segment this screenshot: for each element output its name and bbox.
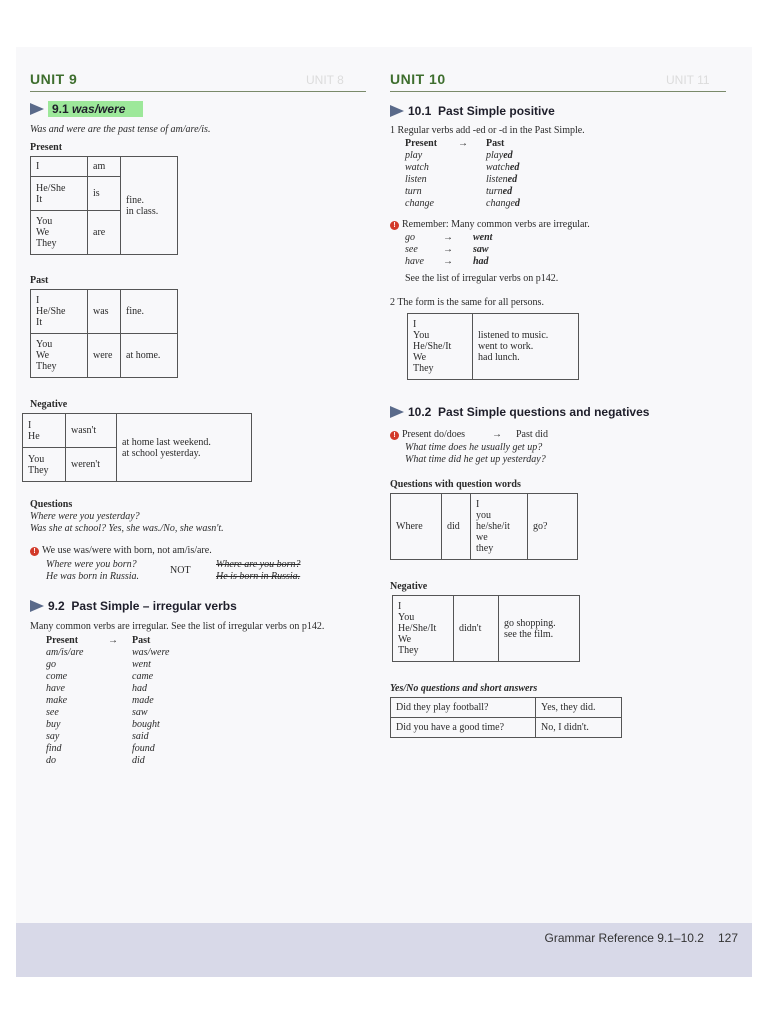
yn-label: Yes/No questions and short answers [390, 683, 538, 694]
yn-question-1: Did they play football? [391, 698, 536, 718]
irregular-present-verb: come [46, 671, 68, 682]
neg10-complement: go shopping. see the film. [499, 596, 580, 662]
negative-10-label: Negative [390, 581, 428, 592]
wrong-example-1: Where are you born? [216, 559, 301, 570]
section-title: was/were [72, 102, 126, 116]
irregular-present-verb: go [46, 659, 56, 670]
regular-present-verb: play [405, 150, 423, 161]
section-9-1-heading [30, 102, 143, 116]
s101-point-1: 1 Regular verbs add -ed or -d in the Past Simple. [390, 125, 585, 136]
irregular-example-past: went [473, 232, 493, 243]
unit-9-title: UNIT 9 [30, 71, 78, 87]
remember-note: ! Remember: Many common verbs are irregular. [390, 219, 590, 231]
example-did: What time did he get up yesterday? [405, 454, 546, 465]
born-example-1: Where were you born? [46, 559, 137, 570]
irregular-example-present: have [405, 256, 424, 267]
irregular-example-arrow: → [443, 256, 453, 267]
irregular-head-past: Past [132, 635, 151, 646]
regular-past-verb: played [486, 150, 513, 161]
yes-no-table [390, 697, 622, 738]
irregular-present-verb: have [46, 683, 65, 694]
regular-head-arrow: → [458, 138, 468, 149]
negative-table [22, 413, 252, 482]
question-word-table [390, 493, 578, 560]
regular-past-verb: turned [486, 186, 513, 197]
regular-head-present: Present [405, 138, 438, 149]
past-label: Past [30, 275, 49, 286]
example-does: What time does he usually get up? [405, 442, 543, 453]
negative-label: Negative [30, 399, 68, 410]
present-subj-1: I [31, 157, 88, 177]
q-did: did [442, 494, 471, 560]
born-example-2: He was born in Russia. [46, 571, 140, 582]
regular-head-past: Past [486, 138, 505, 149]
irregular-present-verb: am/is/are [46, 647, 84, 658]
section-9-2-heading: 9.2 Past Simple – irregular verbs [30, 599, 237, 613]
irregular-past-verb: said [132, 731, 149, 742]
neg-verb-2: weren't [66, 448, 117, 482]
irregular-present-verb: make [46, 695, 68, 706]
page-footer [16, 923, 752, 977]
irregular-example-present: go [405, 232, 415, 243]
s91-intro: Was and were are the past tense of am/are/is. [30, 124, 211, 135]
present-subj-3: You We They [31, 211, 88, 255]
past-subj-1: I He/She It [31, 290, 88, 334]
irregular-example-past: had [473, 256, 489, 267]
present-table [30, 156, 178, 255]
irregular-past-verb: had [132, 683, 147, 694]
irregular-present-verb: see [46, 707, 59, 718]
yn-question-2: Did you have a good time? [391, 718, 536, 738]
past-verb-2: were [88, 334, 121, 378]
negative-10-table [392, 595, 580, 662]
warning-icon: ! [30, 547, 39, 556]
regular-past-verb: watched [486, 162, 520, 173]
wrong-example-2: He is born in Russia. [216, 571, 301, 582]
irregular-present-verb: buy [46, 719, 61, 730]
irregular-example-past: saw [473, 244, 489, 255]
neg-subj-1: I He [23, 414, 66, 448]
neg-complement: at home last weekend. at school yesterday. [117, 414, 252, 482]
q-go: go? [528, 494, 578, 560]
section-10-1-heading: 10.1 Past Simple positive [390, 104, 555, 118]
do-did-arrow: → [492, 429, 502, 440]
page-number: 127 [717, 931, 738, 945]
question-1: Where were you yesterday? [30, 511, 140, 522]
present-complement: fine. in class. [121, 157, 178, 255]
question-2: Was she at school? Yes, she was./No, she wasn't. [30, 523, 224, 534]
neg-subj-2: You They [23, 448, 66, 482]
irregular-present-verb: say [46, 731, 60, 742]
s92-intro: Many common verbs are irregular. See the list of irregular verbs on p142. [30, 621, 325, 632]
do-did-past: Past did [516, 429, 548, 440]
irregular-head-present: Present [46, 635, 79, 646]
s101-point-2: 2 The form is the same for all persons. [390, 297, 544, 308]
past-verb-1: was [88, 290, 121, 334]
past-comp-2: at home. [121, 334, 178, 378]
section-arrow-icon [390, 406, 404, 418]
section-arrow-icon [30, 600, 44, 612]
regular-past-verb: changed [486, 198, 520, 209]
regular-present-verb: turn [405, 186, 422, 197]
irregular-head-arrow: → [108, 635, 118, 646]
unit-9-rule [30, 91, 366, 92]
yn-answer-2: No, I didn't. [536, 718, 622, 738]
irregular-past-verb: saw [132, 707, 148, 718]
irregular-example-present: see [405, 244, 418, 255]
questions-label: Questions [30, 499, 73, 510]
positive-complements: listened to music. went to work. had lunch. [473, 314, 579, 380]
irregular-past-verb: bought [132, 719, 160, 730]
irregular-past-verb: found [132, 743, 155, 754]
unit-10-ghost-text: UNIT 11 [666, 73, 710, 87]
book-page [16, 47, 752, 977]
section-number: 9.1 [52, 102, 69, 116]
footer-label: Grammar Reference 9.1–10.2 [544, 931, 704, 945]
regular-past-verb: listened [486, 174, 518, 185]
irregular-past-verb: went [132, 659, 151, 670]
neg10-verb: didn't [454, 596, 499, 662]
present-subj-2: He/She It [31, 177, 88, 211]
positive-table [407, 313, 579, 380]
regular-present-verb: change [405, 198, 434, 209]
section-arrow-icon [30, 103, 44, 115]
past-subj-2: You We They [31, 334, 88, 378]
irregular-past-verb: did [132, 755, 145, 766]
not-word: NOT [170, 565, 191, 576]
present-verb-1: am [88, 157, 121, 177]
q-where: Where [391, 494, 442, 560]
born-note: ! We use was/were with born, not am/is/are. [30, 545, 212, 557]
do-did-note: ! Present do/does [390, 429, 465, 441]
qwords-label: Questions with question words [390, 479, 521, 490]
irregular-example-arrow: → [443, 232, 453, 243]
irregular-past-verb: was/were [132, 647, 170, 658]
unit-10-rule [390, 91, 726, 92]
present-verb-2: is [88, 177, 121, 211]
present-label: Present [30, 142, 63, 153]
regular-present-verb: listen [405, 174, 427, 185]
section-arrow-icon [390, 105, 404, 117]
see-list-note: See the list of irregular verbs on p142. [405, 273, 559, 284]
past-comp-1: fine. [121, 290, 178, 334]
irregular-past-verb: came [132, 671, 154, 682]
irregular-past-verb: made [132, 695, 154, 706]
irregular-present-verb: find [46, 743, 62, 754]
warning-icon: ! [390, 221, 399, 230]
warning-icon: ! [390, 431, 399, 440]
past-table [30, 289, 178, 378]
neg10-subjects: I You He/She/It We They [393, 596, 454, 662]
q-subjects: I you he/she/it we they [471, 494, 528, 560]
neg-verb-1: wasn't [66, 414, 117, 448]
unit-10-title: UNIT 10 [390, 71, 446, 87]
irregular-example-arrow: → [443, 244, 453, 255]
present-verb-3: are [88, 211, 121, 255]
section-10-2-heading: 10.2 Past Simple questions and negatives [390, 405, 649, 419]
yn-answer-1: Yes, they did. [536, 698, 622, 718]
unit-9-ghost-text: UNIT 8 [306, 73, 344, 87]
irregular-present-verb: do [46, 755, 56, 766]
regular-present-verb: watch [405, 162, 429, 173]
positive-subjects: I You He/She/It We They [408, 314, 473, 380]
